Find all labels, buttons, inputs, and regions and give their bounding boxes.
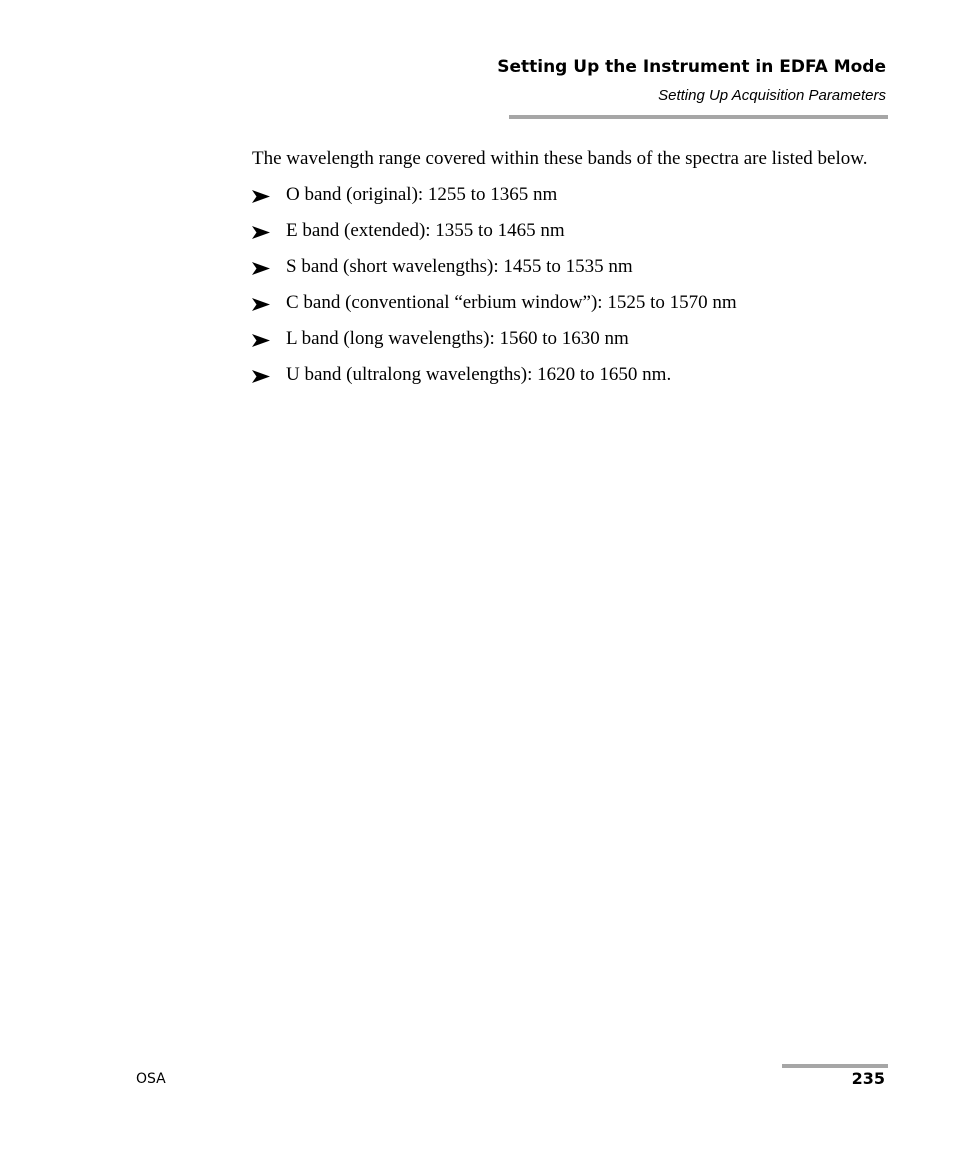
arrowhead-bullet-icon	[252, 262, 270, 275]
list-item-text: E band (extended): 1355 to 1465 nm	[286, 220, 565, 241]
list-item-text: L band (long wavelengths): 1560 to 1630 nm	[286, 328, 629, 349]
page-header-title: Setting Up the Instrument in EDFA Mode	[497, 57, 886, 77]
list-item	[252, 326, 892, 351]
arrowhead-bullet-icon	[252, 334, 270, 347]
footer-divider	[782, 1064, 888, 1068]
list-item	[252, 254, 892, 279]
list-item	[252, 182, 892, 207]
arrowhead-bullet-icon	[252, 370, 270, 383]
page-body	[252, 146, 892, 398]
list-item-text: C band (conventional “erbium window”): 1525 to 1570 nm	[286, 292, 737, 313]
footer-product-name: OSA	[136, 1071, 166, 1087]
page-header-subtitle: Setting Up Acquisition Parameters	[658, 87, 886, 104]
arrowhead-bullet-icon	[252, 190, 270, 203]
arrowhead-bullet-icon	[252, 226, 270, 239]
list-item	[252, 290, 892, 315]
list-item-text: U band (ultralong wavelengths): 1620 to 1650 nm.	[286, 364, 672, 385]
wavelength-band-list	[252, 182, 892, 387]
list-item	[252, 362, 892, 387]
list-item	[252, 218, 892, 243]
list-item-text: O band (original): 1255 to 1365 nm	[286, 184, 558, 205]
intro-paragraph: The wavelength range covered within these bands of the spectra are listed below.	[252, 148, 868, 169]
header-divider	[509, 115, 888, 119]
list-item-text: S band (short wavelengths): 1455 to 1535 nm	[286, 256, 633, 277]
arrowhead-bullet-icon	[252, 298, 270, 311]
page-number: 235	[851, 1069, 885, 1088]
